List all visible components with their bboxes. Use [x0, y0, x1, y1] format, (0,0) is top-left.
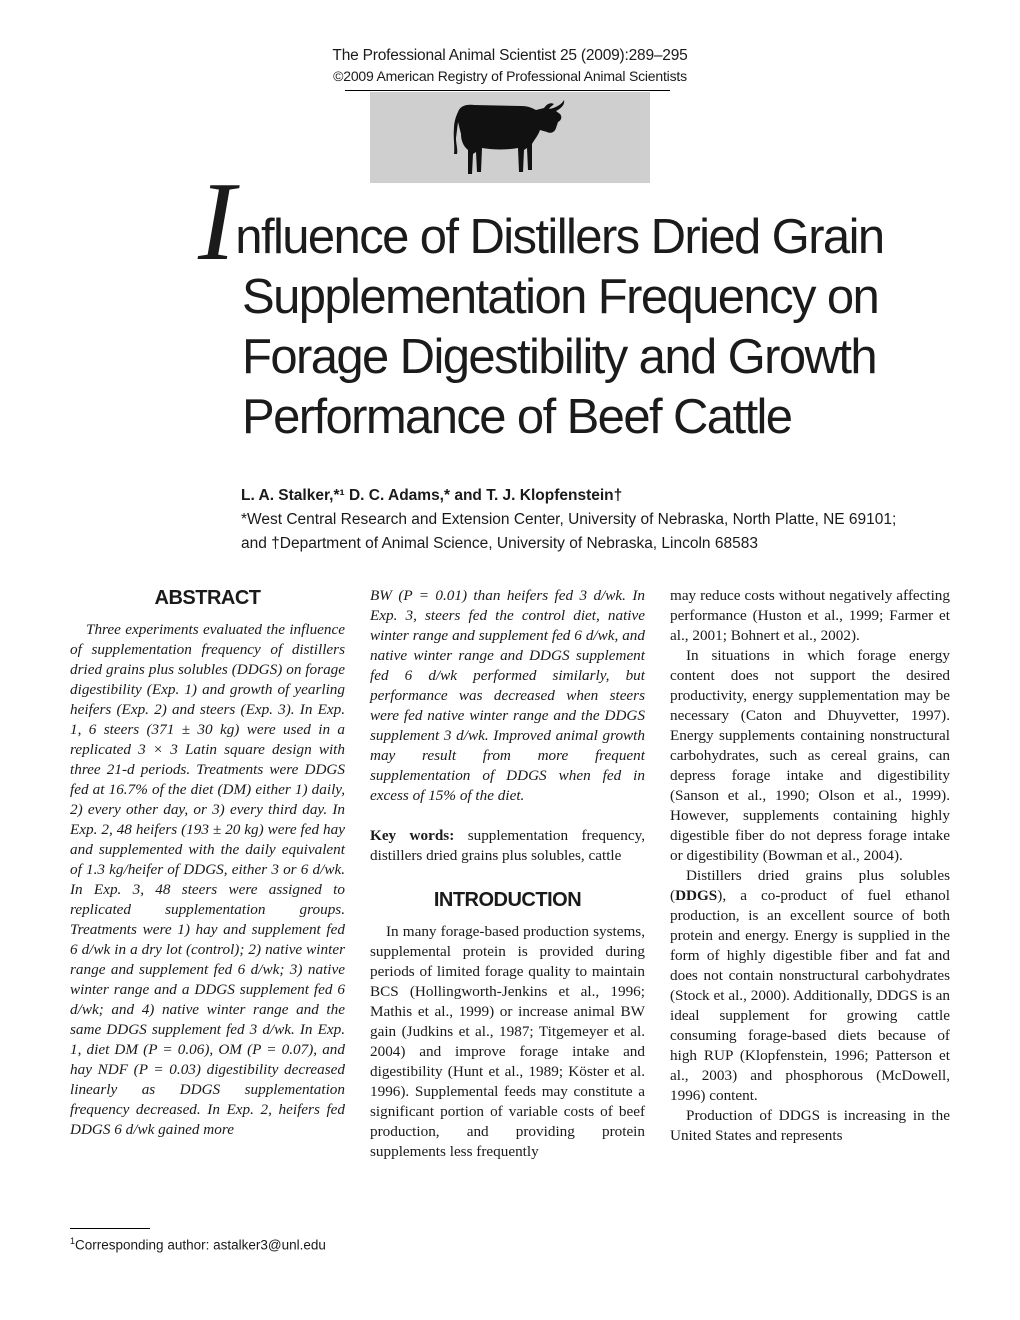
- keywords-text: supplementation frequency, distillers dried grains plus solubles, cattle: [370, 827, 645, 864]
- title-drop-cap: I: [198, 160, 236, 284]
- intro-p3-start: Distillers dried grains plus solubles (: [670, 867, 950, 904]
- copyright-line: ©2009 American Registry of Professional Animal Scientists: [333, 68, 687, 84]
- footnote-divider: [70, 1228, 150, 1229]
- intro-paragraph-1b: may reduce costs without negatively affecting performance (Huston et al., 1999; Farmer et al., 2001; Bohnert et al., 2002).: [670, 587, 950, 644]
- intro-paragraph-2: In situations in which forage energy content does not support the desired productivity, energy supplementation may be necessary (Caton and Dhuyvetter, 1997). Energy supplements containing nonstructural carbohydrates, such as cereal grains, can depress forage intake and digestibility (Sanson et al., 1990; Olson et al., 1999). However, supplements containing highly digestible fiber do not depress forage intake or digestibility (Bowman et al., 2004).: [670, 647, 950, 864]
- author-names: L. A. Stalker,*¹ D. C. Adams,* and T. J. Klopfenstein†: [241, 487, 623, 504]
- intro-paragraph-4: Production of DDGS is increasing in the United States and represents: [670, 1107, 950, 1144]
- introduction-heading: INTRODUCTION: [433, 889, 582, 911]
- title-line-2: Supplementation Frequency on: [242, 270, 879, 324]
- journal-header: [300, 46, 720, 86]
- keywords: [370, 826, 645, 866]
- author-block: [241, 484, 961, 556]
- abstract-heading: ABSTRACT: [154, 587, 261, 609]
- ddgs-abbrev: DDGS: [675, 887, 718, 904]
- article-title: [198, 160, 998, 447]
- affiliation-2: and †Department of Animal Science, University of Nebraska, Lincoln 68583: [241, 535, 758, 552]
- intro-p3-rest: ), a co-product of fuel ethanol production, is an excellent source of both protein and energy. Energy is supplied in the form of highly digestible fiber and fat and does not contain nonstructural carbohydrates (Stock et al., 2000). Additionally, DDGS is an ideal supplement for growing cattle consuming forage-based diets because of high RUP (Klopfenstein, 1996; Patterson et al., 2003) and phosphorous (McDowell, 1996) content.: [670, 887, 950, 1104]
- abstract-text-1: Three experiments evaluated the influence of supplementation frequency of distillers dried grains plus solubles (DDGS) on forage digestibility (Exp. 1) and growth of yearling heifers (Exp. 2) and steers (Exp. 3). In Exp. 1, 6 steers (371 ± 30 kg) were used in a replicated 3 × 3 Latin square design with three 21-d periods. Treatments were DDGS fed at 16.7% of the diet (DM) either 1) daily, 2) every other day, or 3) every third day. In Exp. 2, 48 heifers (193 ± 20 kg) were fed hay and supplemented with the daily equivalent of 1.3 kg/heifer of DDGS, either 3 or 6 d/wk. In Exp. 3, 48 steers were assigned to replicated supplementation groups. Treatments were 1) hay and supplement fed 6 d/wk in a dry lot (control); 2) native winter range and supplement fed 6 d/wk; 3) native winter range and a DDGS supplement fed 6 d/wk; and 4) native winter range and the same DDGS supplement fed 3 d/wk. In Exp. 1, diet DM (P = 0.06), OM (P = 0.07), and hay NDF (P = 0.03) digestibility decreased linearly as DDGS supplementation frequency decreased. In Exp. 2, heifers fed DDGS 6 d/wk gained more: [70, 621, 345, 1138]
- keywords-label: Key words:: [370, 827, 455, 844]
- journal-logo-box: [370, 92, 650, 183]
- column-1: [70, 586, 345, 1140]
- intro-paragraph-1a: In many forage-based production systems, supplemental protein is provided during periods of limited forage quality to maintain BCS (Hollingworth-Jenkins et al., 1996; Mathis et al., 1999) or increase animal BW gain (Judkins et al., 1987; Titgemeyer et al. 2004) and improve forage intake and digestibility (Hunt et al., 1989; Köster et al. 1996). Supplemental feeds may constitute a significant portion of variable costs of beef production, and providing protein supplements less frequently: [370, 923, 645, 1160]
- title-line-3: Forage Digestibility and Growth: [242, 330, 876, 384]
- footnote: [70, 1236, 326, 1253]
- cow-icon: [452, 98, 570, 180]
- affiliation-1: *West Central Research and Extension Center, University of Nebraska, North Platte, NE 69101;: [241, 511, 897, 528]
- footnote-mark: 1: [70, 1236, 76, 1246]
- column-2: [370, 586, 645, 1162]
- journal-citation: The Professional Animal Scientist 25 (2009):289–295: [332, 47, 688, 64]
- title-line-4: Performance of Beef Cattle: [242, 390, 792, 444]
- abstract-text-2: BW (P = 0.01) than heifers fed 3 d/wk. In Exp. 3, steers fed the control diet, native winter range and supplement fed 6 d/wk, and native winter range and DDGS supplement fed 6 d/wk performed similarly, but performance was decreased when steers were fed native winter range and the DDGS supplement 3 d/wk. Improved animal growth may result from more frequent supplementation of DDGS when fed in excess of 15% of the diet.: [370, 587, 645, 804]
- header-divider: [345, 90, 670, 91]
- column-3: [670, 586, 950, 1146]
- title-line-1: nfluence of Distillers Dried Grain: [235, 210, 884, 264]
- intro-paragraph-3: [670, 866, 950, 1106]
- corresponding-author: Corresponding author: astalker3@unl.edu: [75, 1237, 326, 1253]
